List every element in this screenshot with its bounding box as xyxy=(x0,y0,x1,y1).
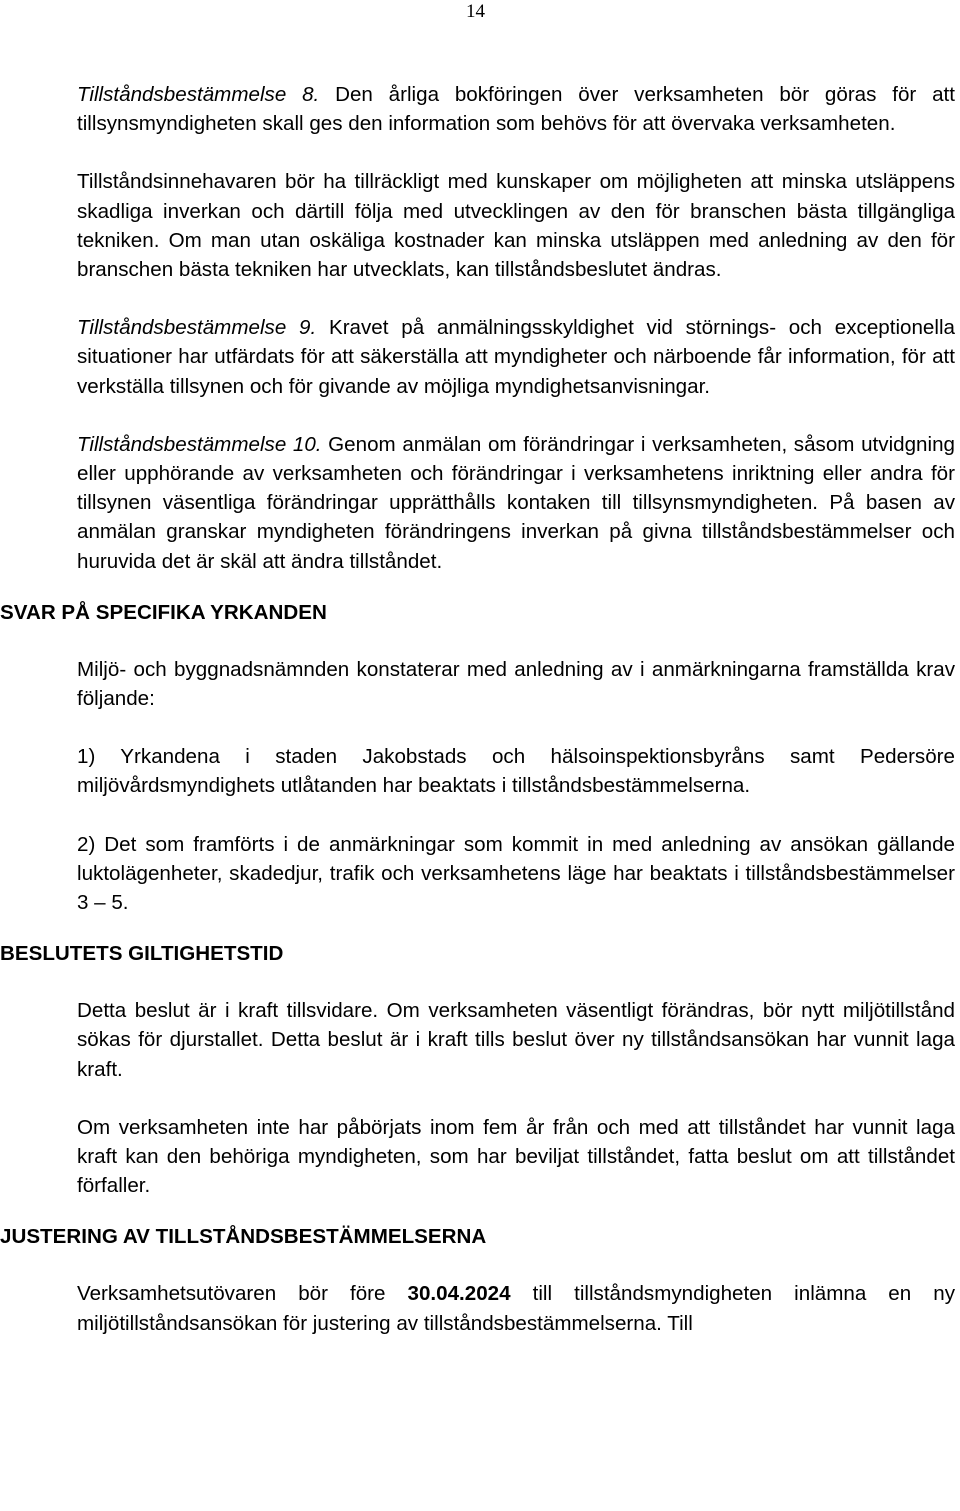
document-body xyxy=(0,80,955,1338)
paragraph-validity-2: Om verksamheten inte har påbörjats inom fem år från och med att tillståndet har vunnit laga kraft kan den behöriga myndigheten, som har beviljat tillståndet, fatta beslut om att tillståndet förfaller. xyxy=(77,1115,955,1198)
heading-validity: BESLUTETS GILTIGHETSTID xyxy=(0,942,284,966)
condition-8-text: Den årliga bokföringen över verksamheten bör göras för att tillsynsmyndigheten skall ges den information som behövs för att övervaka verksamheten. xyxy=(77,83,955,136)
paragraph-specific-intro: Miljö- och byggnadsnämnden konstaterar med anledning av i anmärkningarna framställda krav följande: xyxy=(77,657,955,711)
paragraph-condition-10 xyxy=(77,430,955,576)
heading-specific-claims: SVAR PÅ SPECIFIKA YRKANDEN xyxy=(0,600,327,624)
heading-adjustment: JUSTERING AV TILLSTÅNDSBESTÄMMELSERNA xyxy=(0,1225,487,1249)
paragraph-adjustment xyxy=(77,1279,955,1337)
adjustment-text-after: till tillståndsmyndigheten inlämna en ny miljötillståndsansökan för justering av tillståndsbestämmelserna. Till xyxy=(77,1282,955,1335)
condition-10-label: Tillståndsbestämmelse 10. xyxy=(77,432,322,456)
adjustment-deadline-date: 30.04.2024 xyxy=(407,1282,511,1306)
adjustment-text-before: Verksamhetsutövaren bör före xyxy=(77,1282,408,1306)
paragraph-permit-holder: Tillståndsinnehavaren bör ha tillräckligt med kunskaper om möjligheten att minska utsläppens skadliga inverkan och därtill följa med utvecklingen av den för branschen bästa tillgängliga tekniken. Om man utan oskäliga kostnader kan minska utsläppen med anledning av den för branschen bästa tekniken har utvecklats, kan tillståndsbeslutet ändras. xyxy=(77,170,955,282)
condition-10-text: Genom anmälan om förändringar i verksamheten, såsom utvidgning eller upphörande av verksamheten och förändringar i verksamhetens inriktning eller andra för tillsynen väsentliga förändringar upprätthålls kontaken till tillsynsmyndigheten. På basen av anmälan granskar myndigheten förändringens inverkan på givna tillståndsbestämmelser och huruvida det är skäl att ändra tillståndet. xyxy=(77,432,955,573)
list-item-claim-1: 1) Yrkandena i staden Jakobstads och hälsoinspektionsbyråns samt Pedersöre miljövårdsmyndighets utlåtanden har beaktats i tillståndsbestämmelserna. xyxy=(77,745,955,798)
paragraph-condition-9 xyxy=(77,313,955,401)
paragraph-validity-1: Detta beslut är i kraft tillsvidare. Om verksamheten väsentligt förändras, bör nytt miljötillstånd sökas för djurstallet. Detta beslut är i kraft tills beslut över ny tillståndsansökan har vunnit laga kraft. xyxy=(77,999,955,1081)
condition-9-label: Tillståndsbestämmelse 9. xyxy=(77,316,317,340)
page-number: 14 xyxy=(466,1,485,22)
paragraph-condition-8 xyxy=(77,80,955,138)
list-item-claim-2: 2) Det som framförts i de anmärkningar som kommit in med anledning av ansökan gällande luktolägenheter, skadedjur, trafik och verksamhetens läge har beaktats i tillståndsbestämmelser 3 – 5. xyxy=(77,832,955,915)
condition-8-label: Tillståndsbestämmelse 8. xyxy=(77,83,320,106)
condition-9-text: Kravet på anmälningsskyldighet vid störnings- och exceptionella situationer har utfärdats för att säkerställa att myndigheter och närboende får information, för att verkställa tillsynen och för givande av möjliga myndighetsanvisningar. xyxy=(77,316,955,398)
